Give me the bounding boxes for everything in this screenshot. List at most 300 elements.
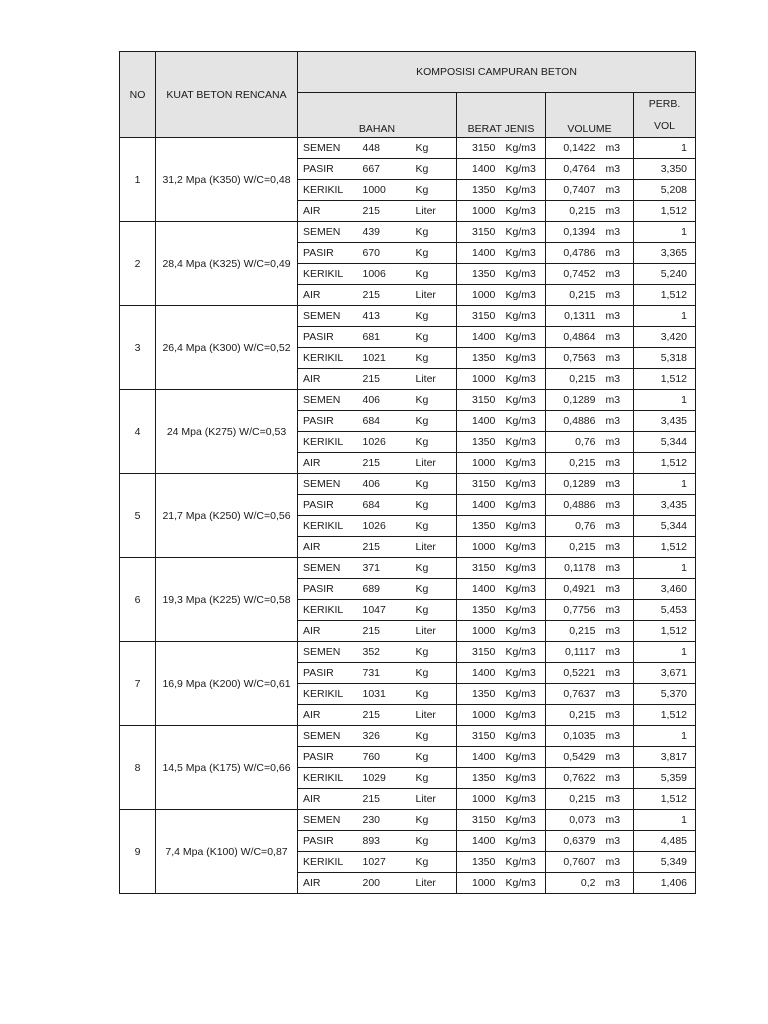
berat-jenis-unit: Kg/m3 — [501, 348, 546, 369]
volume-unit: m3 — [602, 726, 634, 747]
material-name: PASIR — [298, 747, 358, 768]
volume-value: 0,7607 — [546, 852, 602, 873]
group-number: 8 — [120, 726, 156, 810]
volume-unit: m3 — [602, 432, 634, 453]
berat-jenis-value: 3150 — [457, 474, 501, 495]
berat-jenis-value: 1000 — [457, 201, 501, 222]
berat-jenis-value: 1350 — [457, 180, 501, 201]
berat-jenis-unit: Kg/m3 — [501, 642, 546, 663]
group-number: 9 — [120, 810, 156, 894]
header-kuat-beton: KUAT BETON RENCANA — [156, 52, 298, 138]
group-kuat-beton: 19,3 Mpa (K225) W/C=0,58 — [156, 558, 298, 642]
volume-value: 0,4786 — [546, 243, 602, 264]
volume-unit: m3 — [602, 621, 634, 642]
volume-unit: m3 — [602, 369, 634, 390]
material-unit: Liter — [412, 789, 457, 810]
group-kuat-beton: 26,4 Mpa (K300) W/C=0,52 — [156, 306, 298, 390]
volume-unit: m3 — [602, 180, 634, 201]
perb-vol-value: 1 — [634, 474, 696, 495]
berat-jenis-value: 1400 — [457, 411, 501, 432]
volume-unit: m3 — [602, 285, 634, 306]
header-volume: VOLUME — [546, 93, 634, 138]
berat-jenis-unit: Kg/m3 — [501, 453, 546, 474]
volume-value: 0,7563 — [546, 348, 602, 369]
volume-value: 0,1035 — [546, 726, 602, 747]
header-berat-jenis: BERAT JENIS — [457, 93, 546, 138]
berat-jenis-unit: Kg/m3 — [501, 810, 546, 831]
material-unit: Liter — [412, 705, 457, 726]
berat-jenis-value: 1400 — [457, 243, 501, 264]
material-qty: 413 — [358, 306, 412, 327]
material-qty: 215 — [358, 537, 412, 558]
volume-value: 0,1394 — [546, 222, 602, 243]
berat-jenis-unit: Kg/m3 — [501, 411, 546, 432]
material-name: AIR — [298, 705, 358, 726]
perb-vol-value: 1 — [634, 306, 696, 327]
berat-jenis-unit: Kg/m3 — [501, 474, 546, 495]
volume-unit: m3 — [602, 642, 634, 663]
material-name: AIR — [298, 621, 358, 642]
volume-unit: m3 — [602, 243, 634, 264]
material-unit: Kg — [412, 138, 457, 159]
material-name: KERIKIL — [298, 852, 358, 873]
header-bahan: BAHAN — [298, 93, 457, 138]
material-name: SEMEN — [298, 138, 358, 159]
perb-vol-value: 1 — [634, 138, 696, 159]
volume-unit: m3 — [602, 852, 634, 873]
material-unit: Kg — [412, 726, 457, 747]
material-unit: Kg — [412, 390, 457, 411]
berat-jenis-unit: Kg/m3 — [501, 873, 546, 894]
volume-value: 0,1289 — [546, 474, 602, 495]
material-name: SEMEN — [298, 390, 358, 411]
volume-value: 0,76 — [546, 432, 602, 453]
material-name: KERIKIL — [298, 768, 358, 789]
material-name: AIR — [298, 285, 358, 306]
material-name: SEMEN — [298, 810, 358, 831]
berat-jenis-value: 1400 — [457, 831, 501, 852]
perb-vol-value: 5,370 — [634, 684, 696, 705]
berat-jenis-value: 1350 — [457, 516, 501, 537]
berat-jenis-value: 1000 — [457, 369, 501, 390]
material-name: KERIKIL — [298, 264, 358, 285]
material-qty: 760 — [358, 747, 412, 768]
berat-jenis-unit: Kg/m3 — [501, 432, 546, 453]
volume-unit: m3 — [602, 159, 634, 180]
volume-unit: m3 — [602, 453, 634, 474]
table-row — [120, 642, 696, 663]
perb-vol-value: 1,512 — [634, 285, 696, 306]
material-name: SEMEN — [298, 474, 358, 495]
material-unit: Kg — [412, 768, 457, 789]
group-kuat-beton: 16,9 Mpa (K200) W/C=0,61 — [156, 642, 298, 726]
volume-value: 0,1311 — [546, 306, 602, 327]
berat-jenis-value: 1000 — [457, 873, 501, 894]
berat-jenis-value: 3150 — [457, 726, 501, 747]
perb-vol-value: 5,240 — [634, 264, 696, 285]
header-no: NO — [120, 52, 156, 138]
perb-vol-value: 3,817 — [634, 747, 696, 768]
material-qty: 215 — [358, 285, 412, 306]
material-qty: 406 — [358, 390, 412, 411]
berat-jenis-unit: Kg/m3 — [501, 285, 546, 306]
material-unit: Liter — [412, 621, 457, 642]
volume-unit: m3 — [602, 747, 634, 768]
material-unit: Kg — [412, 558, 457, 579]
berat-jenis-value: 1350 — [457, 768, 501, 789]
berat-jenis-unit: Kg/m3 — [501, 831, 546, 852]
volume-unit: m3 — [602, 390, 634, 411]
material-qty: 1021 — [358, 348, 412, 369]
material-unit: Kg — [412, 831, 457, 852]
berat-jenis-unit: Kg/m3 — [501, 747, 546, 768]
berat-jenis-value: 1000 — [457, 789, 501, 810]
berat-jenis-unit: Kg/m3 — [501, 180, 546, 201]
material-qty: 893 — [358, 831, 412, 852]
berat-jenis-unit: Kg/m3 — [501, 726, 546, 747]
material-qty: 326 — [358, 726, 412, 747]
table-row — [120, 726, 696, 747]
berat-jenis-value: 1400 — [457, 495, 501, 516]
material-qty: 1047 — [358, 600, 412, 621]
berat-jenis-value: 1400 — [457, 663, 501, 684]
volume-value: 0,2 — [546, 873, 602, 894]
material-unit: Kg — [412, 327, 457, 348]
material-unit: Kg — [412, 222, 457, 243]
volume-value: 0,215 — [546, 369, 602, 390]
material-unit: Kg — [412, 516, 457, 537]
material-qty: 200 — [358, 873, 412, 894]
perb-vol-value: 4,485 — [634, 831, 696, 852]
volume-value: 0,4864 — [546, 327, 602, 348]
material-unit: Liter — [412, 537, 457, 558]
berat-jenis-value: 3150 — [457, 306, 501, 327]
material-qty: 448 — [358, 138, 412, 159]
berat-jenis-unit: Kg/m3 — [501, 600, 546, 621]
material-unit: Liter — [412, 285, 457, 306]
volume-unit: m3 — [602, 684, 634, 705]
berat-jenis-value: 1350 — [457, 600, 501, 621]
berat-jenis-unit: Kg/m3 — [501, 768, 546, 789]
volume-value: 0,4921 — [546, 579, 602, 600]
perb-vol-value: 3,365 — [634, 243, 696, 264]
perb-vol-value: 1,512 — [634, 705, 696, 726]
material-qty: 406 — [358, 474, 412, 495]
perb-vol-value: 1,512 — [634, 453, 696, 474]
material-qty: 439 — [358, 222, 412, 243]
material-name: KERIKIL — [298, 432, 358, 453]
material-name: PASIR — [298, 663, 358, 684]
table-row — [120, 390, 696, 411]
berat-jenis-unit: Kg/m3 — [501, 684, 546, 705]
berat-jenis-unit: Kg/m3 — [501, 159, 546, 180]
berat-jenis-unit: Kg/m3 — [501, 705, 546, 726]
perb-vol-value: 3,420 — [634, 327, 696, 348]
volume-value: 0,7622 — [546, 768, 602, 789]
material-qty: 689 — [358, 579, 412, 600]
header-perb-line1: PERB. — [648, 98, 681, 110]
material-qty: 1006 — [358, 264, 412, 285]
volume-unit: m3 — [602, 831, 634, 852]
volume-unit: m3 — [602, 201, 634, 222]
volume-unit: m3 — [602, 768, 634, 789]
group-kuat-beton: 24 Mpa (K275) W/C=0,53 — [156, 390, 298, 474]
material-unit: Kg — [412, 642, 457, 663]
material-name: SEMEN — [298, 306, 358, 327]
perb-vol-value: 5,349 — [634, 852, 696, 873]
group-kuat-beton: 28,4 Mpa (K325) W/C=0,49 — [156, 222, 298, 306]
volume-value: 0,5221 — [546, 663, 602, 684]
material-unit: Kg — [412, 600, 457, 621]
volume-unit: m3 — [602, 222, 634, 243]
berat-jenis-unit: Kg/m3 — [501, 558, 546, 579]
perb-vol-value: 5,344 — [634, 432, 696, 453]
table-row — [120, 474, 696, 495]
material-qty: 667 — [358, 159, 412, 180]
material-qty: 230 — [358, 810, 412, 831]
volume-value: 0,4886 — [546, 411, 602, 432]
material-qty: 1026 — [358, 516, 412, 537]
material-qty: 1000 — [358, 180, 412, 201]
volume-value: 0,5429 — [546, 747, 602, 768]
perb-vol-value: 3,435 — [634, 411, 696, 432]
material-unit: Kg — [412, 306, 457, 327]
group-kuat-beton: 14,5 Mpa (K175) W/C=0,66 — [156, 726, 298, 810]
material-unit: Kg — [412, 180, 457, 201]
berat-jenis-value: 1350 — [457, 264, 501, 285]
volume-value: 0,7756 — [546, 600, 602, 621]
perb-vol-value: 3,671 — [634, 663, 696, 684]
header-perb-line2: VOL — [653, 120, 675, 132]
berat-jenis-unit: Kg/m3 — [501, 264, 546, 285]
volume-unit: m3 — [602, 789, 634, 810]
material-unit: Kg — [412, 474, 457, 495]
material-qty: 215 — [358, 369, 412, 390]
berat-jenis-unit: Kg/m3 — [501, 138, 546, 159]
volume-unit: m3 — [602, 264, 634, 285]
material-unit: Kg — [412, 579, 457, 600]
group-number: 5 — [120, 474, 156, 558]
material-name: AIR — [298, 789, 358, 810]
group-number: 4 — [120, 390, 156, 474]
berat-jenis-unit: Kg/m3 — [501, 579, 546, 600]
perb-vol-value: 1,512 — [634, 621, 696, 642]
perb-vol-value: 1 — [634, 642, 696, 663]
perb-vol-value: 5,208 — [634, 180, 696, 201]
material-unit: Kg — [412, 264, 457, 285]
volume-value: 0,7407 — [546, 180, 602, 201]
table-row — [120, 558, 696, 579]
perb-vol-value: 5,453 — [634, 600, 696, 621]
berat-jenis-value: 1000 — [457, 705, 501, 726]
volume-value: 0,1178 — [546, 558, 602, 579]
volume-value: 0,215 — [546, 453, 602, 474]
material-unit: Kg — [412, 495, 457, 516]
volume-value: 0,6379 — [546, 831, 602, 852]
header-komposisi: KOMPOSISI CAMPURAN BETON — [298, 52, 696, 93]
volume-unit: m3 — [602, 495, 634, 516]
group-number: 1 — [120, 138, 156, 222]
perb-vol-value: 3,435 — [634, 495, 696, 516]
volume-unit: m3 — [602, 810, 634, 831]
berat-jenis-value: 1400 — [457, 159, 501, 180]
perb-vol-value: 1,406 — [634, 873, 696, 894]
volume-value: 0,7452 — [546, 264, 602, 285]
volume-value: 0,1117 — [546, 642, 602, 663]
volume-value: 0,1289 — [546, 390, 602, 411]
group-number: 3 — [120, 306, 156, 390]
material-name: KERIKIL — [298, 180, 358, 201]
material-qty: 215 — [358, 789, 412, 810]
material-name: KERIKIL — [298, 516, 358, 537]
material-qty: 670 — [358, 243, 412, 264]
header-perb-vol — [634, 93, 696, 138]
material-name: PASIR — [298, 495, 358, 516]
material-name: KERIKIL — [298, 348, 358, 369]
group-kuat-beton: 7,4 Mpa (K100) W/C=0,87 — [156, 810, 298, 894]
perb-vol-value: 1 — [634, 726, 696, 747]
material-name: PASIR — [298, 159, 358, 180]
table-row — [120, 222, 696, 243]
material-qty: 215 — [358, 621, 412, 642]
perb-vol-value: 1,512 — [634, 789, 696, 810]
perb-vol-value: 3,460 — [634, 579, 696, 600]
berat-jenis-unit: Kg/m3 — [501, 222, 546, 243]
berat-jenis-value: 1000 — [457, 621, 501, 642]
volume-value: 0,215 — [546, 705, 602, 726]
material-unit: Kg — [412, 411, 457, 432]
volume-unit: m3 — [602, 579, 634, 600]
material-unit: Kg — [412, 747, 457, 768]
berat-jenis-unit: Kg/m3 — [501, 495, 546, 516]
perb-vol-value: 1,512 — [634, 201, 696, 222]
group-kuat-beton: 21,7 Mpa (K250) W/C=0,56 — [156, 474, 298, 558]
volume-unit: m3 — [602, 348, 634, 369]
volume-unit: m3 — [602, 558, 634, 579]
material-unit: Liter — [412, 369, 457, 390]
berat-jenis-unit: Kg/m3 — [501, 201, 546, 222]
material-name: PASIR — [298, 243, 358, 264]
material-name: PASIR — [298, 579, 358, 600]
material-qty: 681 — [358, 327, 412, 348]
volume-value: 0,76 — [546, 516, 602, 537]
volume-unit: m3 — [602, 306, 634, 327]
material-unit: Liter — [412, 201, 457, 222]
volume-value: 0,4886 — [546, 495, 602, 516]
material-unit: Kg — [412, 684, 457, 705]
material-qty: 684 — [358, 411, 412, 432]
volume-value: 0,215 — [546, 201, 602, 222]
berat-jenis-value: 1400 — [457, 747, 501, 768]
mix-design-table — [119, 51, 696, 894]
perb-vol-value: 1 — [634, 558, 696, 579]
material-unit: Kg — [412, 348, 457, 369]
material-name: SEMEN — [298, 558, 358, 579]
berat-jenis-unit: Kg/m3 — [501, 852, 546, 873]
material-name: AIR — [298, 453, 358, 474]
material-name: AIR — [298, 369, 358, 390]
material-name: SEMEN — [298, 726, 358, 747]
material-name: PASIR — [298, 831, 358, 852]
berat-jenis-unit: Kg/m3 — [501, 537, 546, 558]
material-qty: 215 — [358, 453, 412, 474]
volume-value: 0,073 — [546, 810, 602, 831]
table-row — [120, 138, 696, 159]
volume-unit: m3 — [602, 705, 634, 726]
berat-jenis-value: 3150 — [457, 642, 501, 663]
berat-jenis-unit: Kg/m3 — [501, 327, 546, 348]
material-qty: 1029 — [358, 768, 412, 789]
volume-value: 0,215 — [546, 537, 602, 558]
berat-jenis-value: 1350 — [457, 684, 501, 705]
perb-vol-value: 3,350 — [634, 159, 696, 180]
material-name: PASIR — [298, 327, 358, 348]
material-qty: 684 — [358, 495, 412, 516]
volume-value: 0,4764 — [546, 159, 602, 180]
berat-jenis-value: 1400 — [457, 579, 501, 600]
material-qty: 1027 — [358, 852, 412, 873]
table-row — [120, 810, 696, 831]
berat-jenis-value: 1000 — [457, 537, 501, 558]
material-unit: Kg — [412, 852, 457, 873]
material-unit: Liter — [412, 453, 457, 474]
group-number: 7 — [120, 642, 156, 726]
berat-jenis-unit: Kg/m3 — [501, 789, 546, 810]
material-name: KERIKIL — [298, 600, 358, 621]
material-name: AIR — [298, 873, 358, 894]
berat-jenis-value: 3150 — [457, 390, 501, 411]
berat-jenis-value: 1000 — [457, 285, 501, 306]
berat-jenis-value: 3150 — [457, 810, 501, 831]
berat-jenis-unit: Kg/m3 — [501, 306, 546, 327]
volume-value: 0,215 — [546, 621, 602, 642]
group-kuat-beton: 31,2 Mpa (K350) W/C=0,48 — [156, 138, 298, 222]
volume-value: 0,215 — [546, 789, 602, 810]
berat-jenis-unit: Kg/m3 — [501, 663, 546, 684]
table-body — [120, 52, 696, 894]
material-qty: 352 — [358, 642, 412, 663]
table-row — [120, 306, 696, 327]
volume-value: 0,7637 — [546, 684, 602, 705]
volume-unit: m3 — [602, 663, 634, 684]
material-unit: Liter — [412, 873, 457, 894]
berat-jenis-unit: Kg/m3 — [501, 369, 546, 390]
berat-jenis-value: 1000 — [457, 453, 501, 474]
material-name: KERIKIL — [298, 684, 358, 705]
material-name: AIR — [298, 201, 358, 222]
material-qty: 215 — [358, 705, 412, 726]
material-name: SEMEN — [298, 222, 358, 243]
volume-value: 0,215 — [546, 285, 602, 306]
perb-vol-value: 1 — [634, 810, 696, 831]
perb-vol-value: 5,359 — [634, 768, 696, 789]
berat-jenis-value: 1350 — [457, 852, 501, 873]
berat-jenis-value: 1350 — [457, 432, 501, 453]
volume-unit: m3 — [602, 516, 634, 537]
berat-jenis-value: 3150 — [457, 558, 501, 579]
material-qty: 1026 — [358, 432, 412, 453]
material-qty: 1031 — [358, 684, 412, 705]
perb-vol-value: 1,512 — [634, 537, 696, 558]
berat-jenis-unit: Kg/m3 — [501, 516, 546, 537]
perb-vol-value: 1 — [634, 222, 696, 243]
perb-vol-value: 5,318 — [634, 348, 696, 369]
berat-jenis-value: 3150 — [457, 222, 501, 243]
material-name: SEMEN — [298, 642, 358, 663]
volume-unit: m3 — [602, 327, 634, 348]
material-name: AIR — [298, 537, 358, 558]
volume-unit: m3 — [602, 138, 634, 159]
